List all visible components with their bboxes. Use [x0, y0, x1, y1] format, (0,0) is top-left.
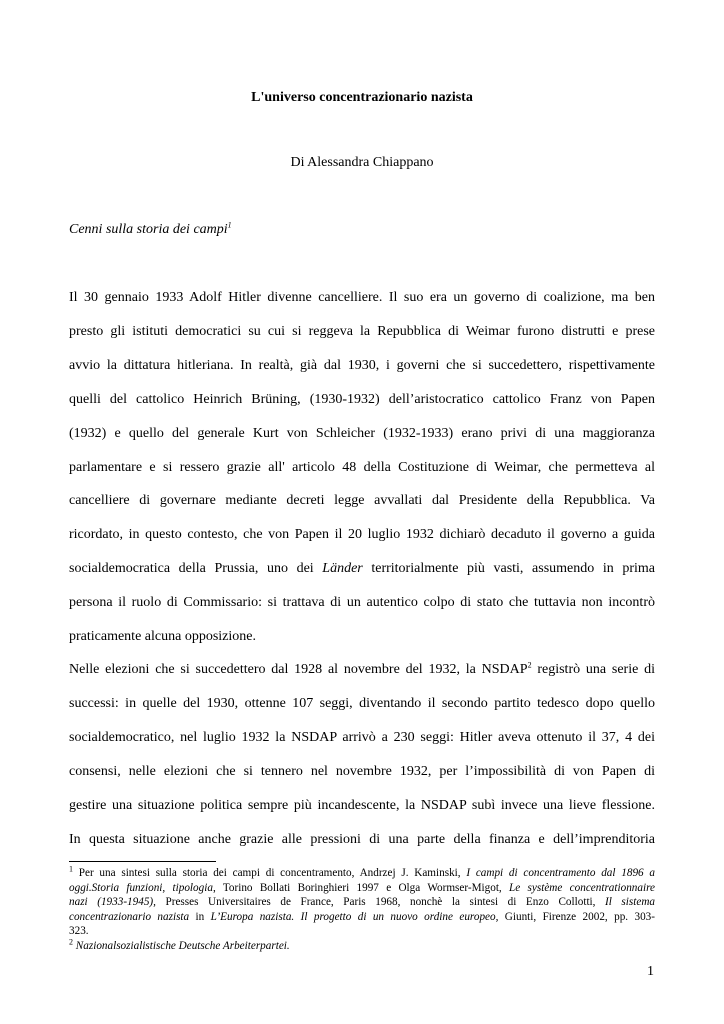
paragraph-1: [69, 281, 655, 654]
text-line: [69, 653, 655, 687]
book-title: L’Europa nazista. Il progetto di un nuovo ordine europeo,: [210, 910, 499, 923]
text-line: quelli del cattolico Heinrich Brüning, (1930-1932) dell’aristocratico cattolico Franz von Papen: [69, 391, 655, 407]
text-line: persona il ruolo di Commissario: si trattava di un autentico colpo di stato che tuttavia non incontrò: [69, 595, 655, 611]
paragraph-2: [69, 653, 655, 856]
text-segment: Presses Universitaires de France, Paris 1968, nonchè la sintesi di Enzo Collotti,: [155, 896, 606, 909]
text-segment: Nelle elezioni che si succedettero dal 1928 al novembre del 1932, la NSDAP: [69, 662, 528, 677]
author-line: Di Alessandra Chiappano: [290, 155, 434, 170]
text-segment: Giunti, Firenze 2002, pp. 303-: [498, 910, 655, 923]
text-segment: socialdemocratica della Prussia, uno dei: [69, 561, 323, 577]
italic-term: Länder: [322, 561, 363, 577]
text-segment: territorialmente più vasti, assumendo in prima: [362, 561, 655, 577]
text-line: [69, 552, 655, 586]
book-title: I campi di concentramento dal 1896 a: [466, 867, 655, 879]
book-title: Le système concentrationnaire: [509, 881, 655, 894]
footnote-1-line: [69, 866, 655, 881]
footnote-2: [69, 939, 655, 954]
footnote-ref-1[interactable]: 1: [227, 220, 232, 230]
text-segment: , Torino Bollati Boringhieri 1997 e Olga Wormser-Migot,: [212, 881, 510, 894]
text-line: praticamente alcuna opposizione.: [69, 629, 256, 645]
footnote-1-line: [69, 910, 655, 925]
book-title: concentrazionario nazista: [69, 910, 190, 923]
section-heading-text: Cenni sulla storia dei campi: [69, 222, 228, 237]
book-title: oggi.Storia funzioni, tipologia: [69, 881, 213, 894]
text-line: Il 30 gennaio 1933 Adolf Hitler divenne cancelliere. Il suo era un governo di coalizione, ma ben: [69, 290, 655, 305]
book-title: Il sistema: [605, 896, 655, 909]
text-line: (1932) e quello del generale Kurt von Schleicher (1932-1933) erano privi di una maggioranza: [69, 425, 655, 441]
page-number: 1: [647, 964, 654, 979]
text-line: consensi, nelle elezioni che si tennero nel novembre 1932, per l’impossibilità di von Papen di: [69, 763, 655, 779]
footnote-1-line: [69, 881, 655, 896]
text-line: avvio la dittatura hitleriana. In realtà, già dal 1930, i governi che si succedettero, rispettivamente: [69, 357, 655, 373]
section-heading: [69, 222, 232, 238]
footnote-separator: [69, 861, 216, 862]
text-line: socialdemocratico, nel luglio 1932 la NSDAP arrivò a 230 seggi: Hitler aveva ottenuto il 37, 4 dei: [69, 729, 655, 745]
text-line: ricordato, in questo contesto, che von Papen il 20 luglio 1932 dichiarò decaduto il governo a guida: [69, 527, 655, 543]
text-segment: registrò una serie di: [531, 662, 655, 677]
document-title: L'universo concentrazionario nazista: [251, 90, 473, 105]
text-segment: in: [189, 910, 211, 923]
text-line: successi: in quelle del 1930, ottenne 107 seggi, diventando il secondo partito tedesco dopo quello: [69, 695, 655, 711]
text-line: parlamentare e si ressero grazie all' articolo 48 della Costituzione di Weimar, che permetteva al: [69, 459, 655, 475]
footnote-ref-2[interactable]: 2: [527, 660, 532, 670]
footnote-number: 1: [69, 864, 73, 874]
book-title: nazi (1933-1945),: [69, 896, 156, 909]
text-line: In questa situazione anche grazie alle pressioni di una parte della finanza e dell’imprenditoria: [69, 831, 655, 847]
footnote-1-line: 323.: [69, 925, 89, 938]
footnotes: [69, 866, 655, 954]
text-segment: Per una sintesi sulla storia dei campi di concentramento, Andrzej J. Kaminski,: [73, 867, 467, 879]
footnote-number: 2: [69, 937, 73, 947]
footnote-text: Nazionalsozialistische Deutsche Arbeiterpartei.: [73, 939, 290, 952]
text-line: gestire una situazione politica sempre più incandescente, la NSDAP subì invece una lieve flessione.: [69, 797, 655, 813]
text-line: presto gli istituti democratici su cui si reggeva la Repubblica di Weimar furono distrutti e prese: [69, 323, 655, 339]
footnote-1-line: [69, 895, 655, 910]
text-line: cancelliere di governare mediante decreti legge avvallati dal Presidente della Repubblica. Va: [69, 493, 655, 509]
